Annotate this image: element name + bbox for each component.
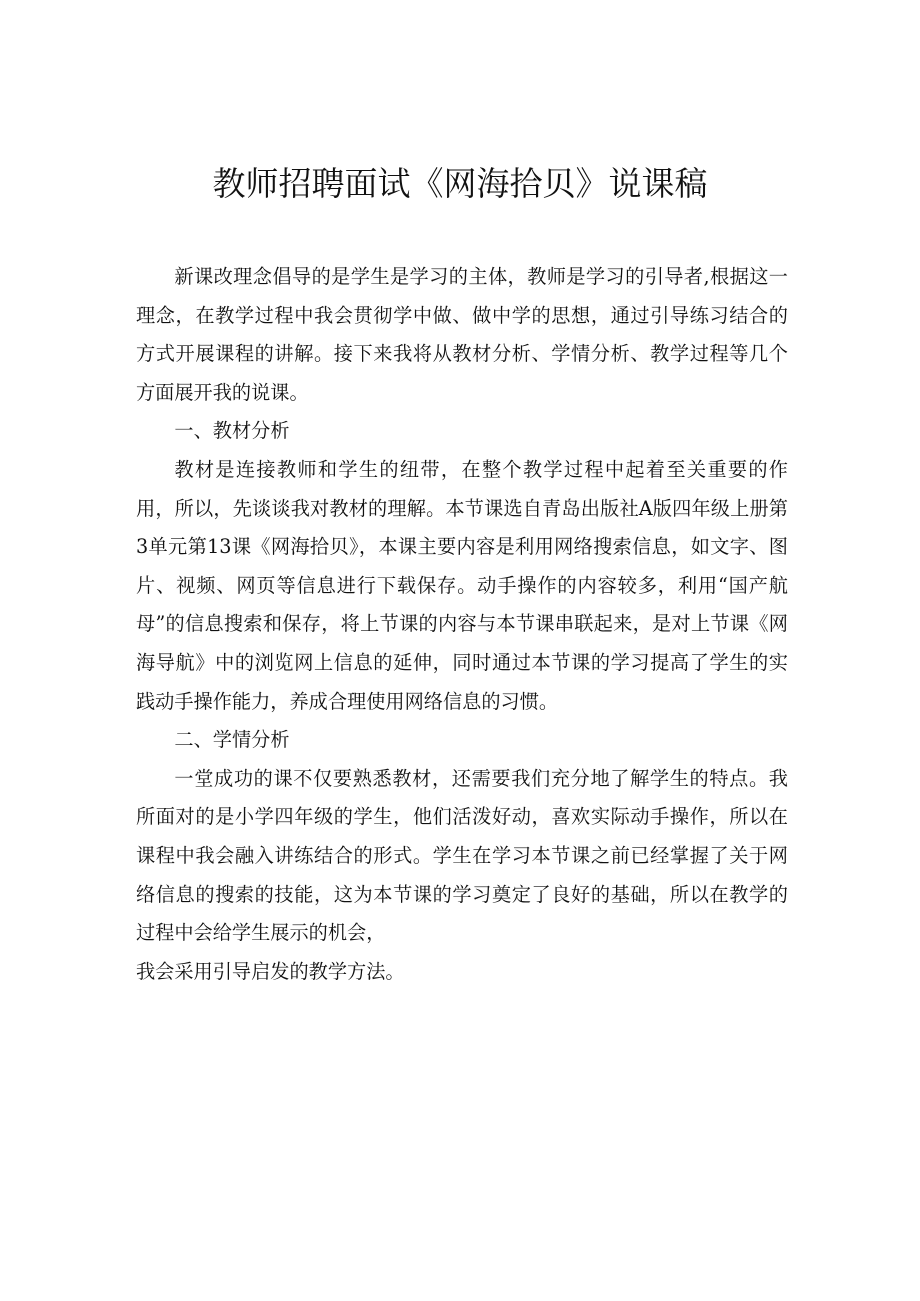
document-title: 教师招聘面试《网海拾贝》说课稿 [212,164,708,203]
teaching-method-line: 我会采用引导启发的教学方法。 [136,959,405,983]
section-heading-student-analysis: 二、学情分析 [174,728,290,752]
document-body [136,258,788,991]
textbook-analysis-paragraph: 教材是连接教师和学生的纽带，在整个教学过程中起着至关重要的作用，所以，先谈谈我对教材的理解。本节课选自青岛出版社A版四年级上册第3单元第13课《网海拾贝》，本课主要内容是利用网络搜索信息，如文字、图片、视频、网页等信息进行下载保存。动手操作的内容较多，利用“国产航母”的信息搜索和保存，将上节课的内容与本节课串联起来，是对上节课《网海导航》中的浏览网上信息的延伸，同时通过本节课的学习提高了学生的实践动手操作能力，养成合理使用网络信息的习惯。 [136,457,788,713]
student-analysis-paragraph: 一堂成功的课不仅要熟悉教材，还需要我们充分地了解学生的特点。我所面对的是小学四年级的学生，他们活泼好动，喜欢实际动手操作，所以在课程中我会融入讲练结合的形式。学生在学习本节课之前已经掌握了关于网络信息的搜索的技能，这为本节课的学习奠定了良好的基础，所以在教学的过程中会给学生展示的机会， [136,766,788,945]
intro-paragraph: 新课改理念倡导的是学生是学习的主体，教师是学习的引导者,根据这一理念，在教学过程中我会贯彻学中做、做中学的思想，通过引导练习结合的方式开展课程的讲解。接下来我将从教材分析、学情分析、教学过程等几个方面展开我的说课。 [136,265,788,404]
section-heading-textbook-analysis: 一、教材分析 [174,419,290,443]
